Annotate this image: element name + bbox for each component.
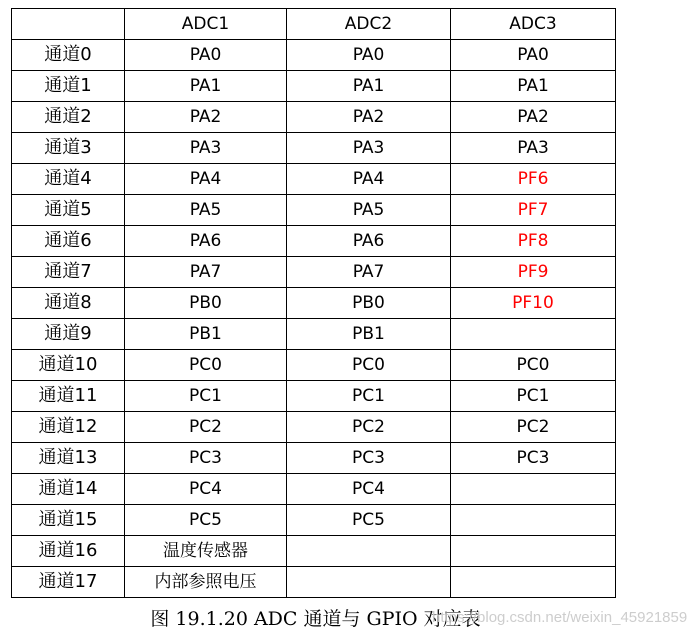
header-adc2: ADC2: [287, 9, 451, 40]
adc1-pin-cell: PA6: [125, 226, 287, 257]
channel-cell: 通道4: [12, 164, 125, 195]
adc-gpio-table-container: [11, 8, 615, 598]
adc2-pin-cell: PA4: [287, 164, 451, 195]
channel-cell: 通道10: [12, 350, 125, 381]
table-row: [12, 567, 616, 598]
channel-cell: 通道0: [12, 40, 125, 71]
adc1-pin-cell: PA4: [125, 164, 287, 195]
adc2-pin-cell: PC3: [287, 443, 451, 474]
adc3-pin-cell: PA3: [451, 133, 616, 164]
adc2-pin-cell: PA7: [287, 257, 451, 288]
table-row: [12, 319, 616, 350]
channel-cell: 通道5: [12, 195, 125, 226]
table-row: [12, 288, 616, 319]
adc2-pin-cell: [287, 567, 451, 598]
table-row: [12, 505, 616, 536]
table-row: [12, 164, 616, 195]
table-row: [12, 226, 616, 257]
adc1-pin-cell: PA7: [125, 257, 287, 288]
adc-gpio-table: [11, 8, 616, 598]
channel-cell: 通道15: [12, 505, 125, 536]
adc1-pin-cell: 温度传感器: [125, 536, 287, 567]
adc3-pin-cell: PF7: [451, 195, 616, 226]
adc2-pin-cell: PA1: [287, 71, 451, 102]
adc2-pin-cell: PC2: [287, 412, 451, 443]
table-row: [12, 536, 616, 567]
adc3-pin-cell: PA0: [451, 40, 616, 71]
adc3-pin-cell: PA1: [451, 71, 616, 102]
table-caption: 图 19.1.20 ADC 通道与 GPIO 对应表: [150, 608, 481, 630]
adc2-pin-cell: PB1: [287, 319, 451, 350]
adc1-pin-cell: PC2: [125, 412, 287, 443]
adc3-pin-cell: [451, 536, 616, 567]
adc2-pin-cell: PA5: [287, 195, 451, 226]
channel-cell: 通道2: [12, 102, 125, 133]
table-row: [12, 71, 616, 102]
adc1-pin-cell: PC3: [125, 443, 287, 474]
table-header-row: [12, 9, 616, 40]
adc3-pin-cell: [451, 319, 616, 350]
table-row: [12, 195, 616, 226]
table-row: [12, 474, 616, 505]
channel-cell: 通道16: [12, 536, 125, 567]
watermark-text: https://blog.csdn.net/weixin_45921859: [432, 609, 687, 626]
adc2-pin-cell: PC0: [287, 350, 451, 381]
table-row: [12, 443, 616, 474]
adc1-pin-cell: PC1: [125, 381, 287, 412]
adc2-pin-cell: PC1: [287, 381, 451, 412]
channel-cell: 通道17: [12, 567, 125, 598]
adc3-pin-cell: PC1: [451, 381, 616, 412]
adc2-pin-cell: PA2: [287, 102, 451, 133]
adc2-pin-cell: PC4: [287, 474, 451, 505]
table-row: [12, 102, 616, 133]
adc1-pin-cell: PA0: [125, 40, 287, 71]
channel-cell: 通道11: [12, 381, 125, 412]
channel-cell: 通道14: [12, 474, 125, 505]
adc1-pin-cell: PA3: [125, 133, 287, 164]
adc1-pin-cell: PA2: [125, 102, 287, 133]
adc1-pin-cell: 内部参照电压: [125, 567, 287, 598]
adc1-pin-cell: PC5: [125, 505, 287, 536]
adc3-pin-cell: PC2: [451, 412, 616, 443]
adc2-pin-cell: [287, 536, 451, 567]
header-adc3: ADC3: [451, 9, 616, 40]
channel-cell: 通道12: [12, 412, 125, 443]
adc2-pin-cell: PA6: [287, 226, 451, 257]
table-row: [12, 40, 616, 71]
adc3-pin-cell: PF9: [451, 257, 616, 288]
adc2-pin-cell: PB0: [287, 288, 451, 319]
header-adc1: ADC1: [125, 9, 287, 40]
adc2-pin-cell: PC5: [287, 505, 451, 536]
adc1-pin-cell: PA1: [125, 71, 287, 102]
adc3-pin-cell: PA2: [451, 102, 616, 133]
table-row: [12, 133, 616, 164]
adc3-pin-cell: PC0: [451, 350, 616, 381]
table-row: [12, 350, 616, 381]
channel-cell: 通道9: [12, 319, 125, 350]
adc1-pin-cell: PC0: [125, 350, 287, 381]
table-row: [12, 257, 616, 288]
adc3-pin-cell: [451, 474, 616, 505]
adc1-pin-cell: PB1: [125, 319, 287, 350]
table-row: [12, 381, 616, 412]
channel-cell: 通道8: [12, 288, 125, 319]
channel-cell: 通道13: [12, 443, 125, 474]
channel-cell: 通道3: [12, 133, 125, 164]
adc3-pin-cell: PF8: [451, 226, 616, 257]
adc2-pin-cell: PA0: [287, 40, 451, 71]
adc2-pin-cell: PA3: [287, 133, 451, 164]
adc3-pin-cell: [451, 505, 616, 536]
channel-cell: 通道1: [12, 71, 125, 102]
adc1-pin-cell: PC4: [125, 474, 287, 505]
channel-cell: 通道6: [12, 226, 125, 257]
header-corner-cell: [12, 9, 125, 40]
table-body: [12, 40, 616, 598]
adc1-pin-cell: PA5: [125, 195, 287, 226]
table-row: [12, 412, 616, 443]
adc3-pin-cell: [451, 567, 616, 598]
adc3-pin-cell: PF10: [451, 288, 616, 319]
adc1-pin-cell: PB0: [125, 288, 287, 319]
channel-cell: 通道7: [12, 257, 125, 288]
adc3-pin-cell: PF6: [451, 164, 616, 195]
adc3-pin-cell: PC3: [451, 443, 616, 474]
